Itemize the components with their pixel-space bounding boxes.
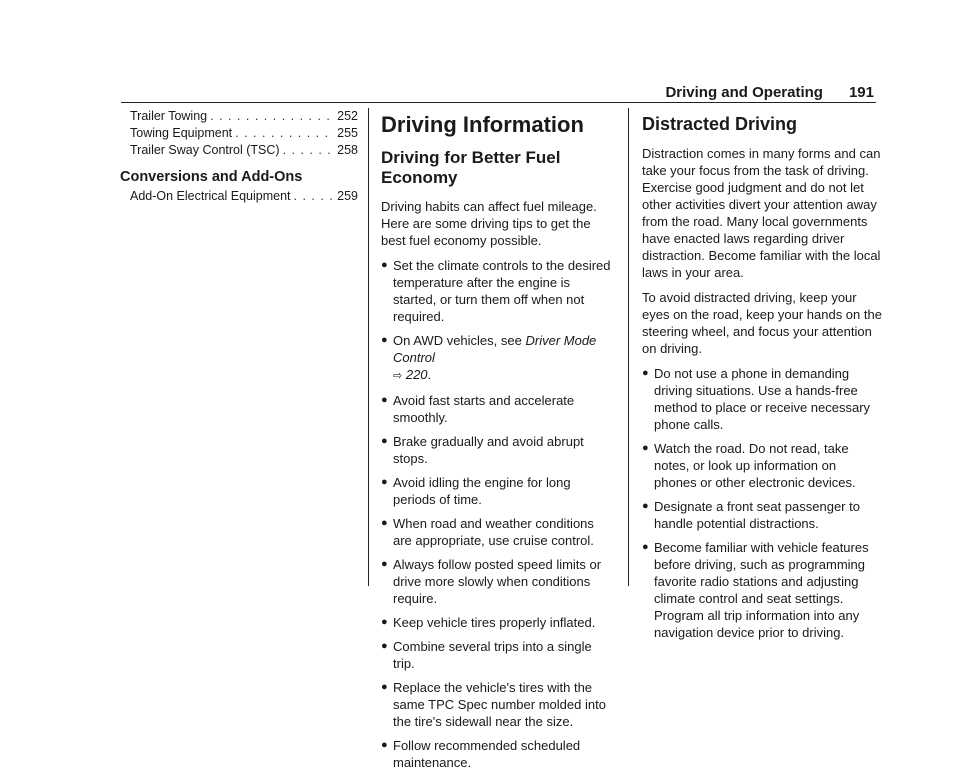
list-item-text: Keep vehicle tires properly inflated. (393, 615, 596, 630)
toc-label: Trailer Towing (130, 109, 208, 123)
list-item (381, 392, 616, 426)
toc-label: Add-On Electrical Equipment (130, 189, 291, 203)
toc-page: 252 (337, 109, 358, 123)
page-ref-arrow-icon: ⇨ (393, 370, 403, 382)
list-item (381, 257, 616, 325)
toc-group-heading: Conversions and Add-Ons (120, 169, 303, 185)
list-item-text: Avoid fast starts and accelerate smoothly. (393, 393, 575, 425)
toc-page: 255 (337, 126, 358, 140)
bullet-icon: ● (381, 394, 388, 406)
distracted-driving-column (642, 108, 882, 648)
column-divider (628, 108, 629, 586)
bullet-icon: ● (381, 739, 388, 751)
toc-entry[interactable] (130, 125, 358, 142)
toc-page: 259 (337, 189, 358, 203)
subsection-heading: Driving for Better Fuel Economy (381, 148, 561, 187)
toc-column (120, 108, 358, 205)
list-item-text: Always follow posted speed limits or drive more slowly when conditions require. (393, 557, 602, 606)
list-item: ● On AWD vehicles, see Driver Mode Control ⇨ 220. (381, 333, 597, 382)
list-item-text: Combine several trips into a single trip. (393, 639, 592, 671)
bullet-icon: ● (381, 476, 388, 488)
list-item-text: On AWD vehicles, see (393, 333, 522, 348)
list-item (381, 433, 616, 467)
bullet-icon: ● (642, 541, 649, 553)
tips-list (642, 365, 882, 641)
bullet-icon: ● (381, 558, 388, 570)
list-item (642, 440, 882, 491)
cross-reference-link[interactable]: Driver Mode Control (393, 333, 597, 365)
list-item (381, 474, 616, 508)
page-header (665, 84, 874, 101)
section-title: Driving and Operating (665, 84, 823, 101)
list-item-text: Set the climate controls to the desired temperature after the engine is started, or turn them off when not required. (393, 258, 611, 324)
list-item-text: Replace the vehicle's tires with the same TPC Spec number molded into the tire's sidewall near the size. (393, 680, 606, 729)
list-item (642, 365, 882, 433)
header-rule (121, 102, 876, 103)
intro-paragraph: Driving habits can affect fuel mileage. Here are some driving tips to get the best fuel economy possible. (381, 199, 597, 248)
list-item-text: Avoid idling the engine for long periods of time. (393, 475, 571, 507)
list-item (642, 539, 882, 641)
bullet-icon: ● (381, 517, 388, 529)
section-heading: Driving Information (381, 112, 584, 137)
list-item-text: When road and weather conditions are appropriate, use cruise control. (393, 516, 594, 548)
toc-leader (294, 188, 335, 205)
list-item (381, 638, 616, 672)
bullet-icon: ● (381, 640, 388, 652)
column-divider (368, 108, 369, 586)
paragraph: To avoid distracted driving, keep your eyes on the road, keep your hands on the steering wheel, and focus your attention on driving. (642, 290, 882, 356)
list-item (381, 614, 616, 631)
list-item-text: Watch the road. Do not read, take notes, or look up information on phones or other electronic devices. (654, 441, 856, 490)
cross-reference-page[interactable]: 220 (405, 367, 428, 382)
list-item (381, 515, 616, 549)
bullet-icon: ● (381, 681, 388, 693)
toc-entry[interactable] (130, 108, 358, 125)
toc-page: 258 (337, 143, 358, 157)
page-number: 191 (848, 84, 874, 101)
list-item-text: Follow recommended scheduled maintenance. (393, 738, 581, 770)
list-item (381, 556, 616, 607)
toc-label: Towing Equipment (130, 126, 233, 140)
bullet-icon: ● (381, 435, 388, 447)
bullet-icon: ● (381, 259, 388, 271)
bullet-icon: ● (381, 616, 388, 628)
bullet-icon: ● (642, 500, 649, 512)
list-item (642, 498, 882, 532)
paragraph: Distraction comes in many forms and can take your focus from the task of driving. Exercise good judgment and do not let other activities divert your attention away from the road. Many local governments have enacted laws regarding driver distraction. Become familiar with the local laws in your area. (642, 146, 881, 280)
tips-list (381, 257, 616, 771)
section-heading: Distracted Driving (642, 114, 798, 134)
list-item-text: Do not use a phone in demanding driving situations. Use a hands-free method to place or receive necessary phone calls. (654, 366, 871, 432)
list-item-text: Brake gradually and avoid abrupt stops. (393, 434, 584, 466)
list-item-text: Designate a front seat passenger to handle potential distractions. (654, 499, 860, 531)
toc-leader (235, 125, 334, 142)
toc-entry[interactable] (130, 188, 358, 205)
list-item-text: Become familiar with vehicle features before driving, such as programming favorite radio stations and adjusting climate control and seat settings. Program all trip information into any navigation device prior to driving. (654, 540, 869, 640)
bullet-icon: ● (381, 334, 388, 346)
list-item (381, 737, 616, 771)
toc-leader (283, 142, 335, 159)
bullet-icon: ● (642, 367, 649, 379)
toc-leader (210, 108, 334, 125)
toc-label: Trailer Sway Control (TSC) (130, 143, 280, 157)
list-item (381, 679, 616, 730)
bullet-icon: ● (642, 442, 649, 454)
toc-entry[interactable] (130, 142, 358, 159)
